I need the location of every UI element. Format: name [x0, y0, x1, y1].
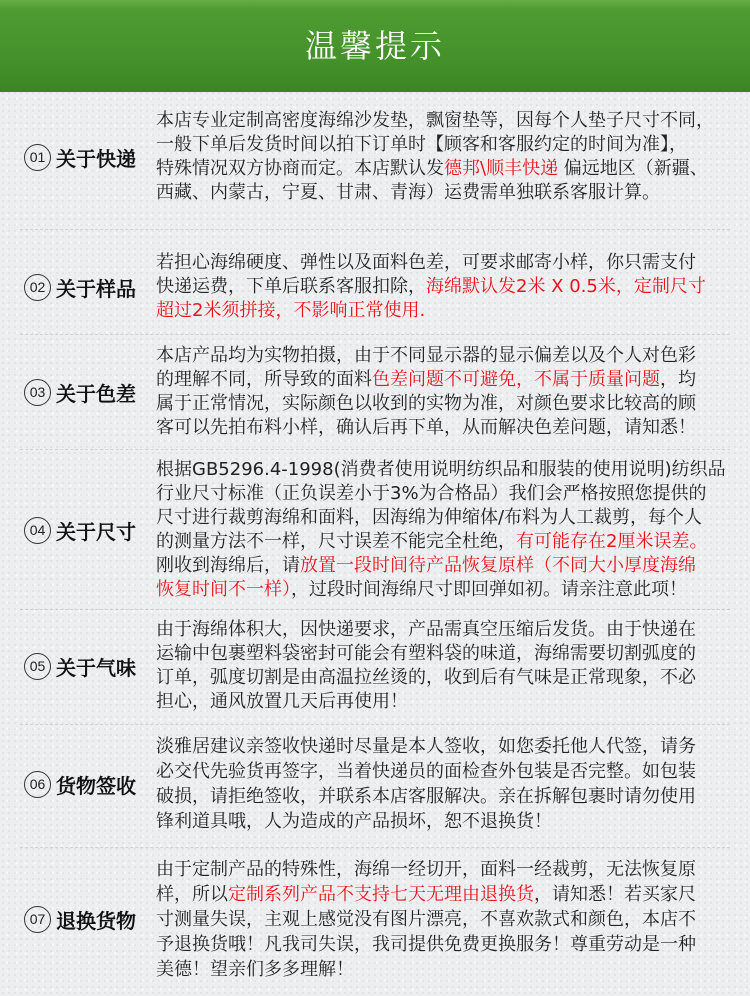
section-divider — [20, 609, 730, 610]
circled-number: 01 — [24, 144, 51, 171]
body-line — [156, 618, 696, 642]
body-text: 予退换货哦！凡我司失误，我司提供免费更换服务！尊重劳动是一种 — [156, 934, 696, 955]
circled-number: 05 — [24, 653, 51, 680]
section-title: 关于样品 — [56, 276, 136, 301]
notice-section-04 — [0, 458, 750, 602]
section-divider — [20, 334, 730, 335]
highlighted-text: 恢复时间不一样） — [156, 579, 291, 600]
notice-section-05 — [0, 618, 750, 714]
page-title: 温馨提示 — [304, 27, 445, 65]
body-line — [156, 554, 726, 578]
body-text: 一般下单后发货时间以拍下订单时【顾客和客服约定的时间为准】， — [156, 134, 687, 155]
body-text: 由于海绵体积大，因快递要求，产品需真空压缩后发货。由于快递在 — [156, 619, 696, 640]
section-label — [24, 516, 156, 545]
body-line — [156, 530, 726, 554]
section-title: 关于快递 — [56, 146, 136, 171]
body-line — [156, 809, 696, 834]
section-label — [24, 905, 156, 934]
section-body — [156, 857, 696, 982]
circled-number: 07 — [24, 906, 51, 933]
body-line — [156, 109, 714, 133]
body-text: 根据GB5296.4-1998(消费者使用说明纺织品和服装的使用说明)纺织品 — [156, 459, 726, 480]
body-text: 西藏、内蒙古，宁夏、甘肃、青海）运费需单独联系客服计算。 — [156, 182, 660, 203]
body-line — [156, 299, 706, 323]
section-title: 货物签收 — [56, 773, 136, 798]
body-line — [156, 392, 696, 416]
section-label — [24, 770, 156, 799]
body-text: 锋利道具哦，人为造成的产品损坏，恕不退换货！ — [156, 811, 552, 832]
section-label — [24, 652, 156, 681]
body-line — [156, 181, 714, 205]
body-text: ，请知悉！若买家尺 — [534, 884, 696, 905]
body-text: 淡雅居建议亲签收快递时尽量是本人签收，如您委托他人代签，请务 — [156, 736, 696, 757]
body-line — [156, 416, 696, 440]
notice-section-06 — [0, 734, 750, 834]
body-text: 若担心海绵硬度、弹性以及面料色差，可要求邮寄小样，你只需支付 — [156, 252, 696, 273]
body-text: 本店产品均为实物拍摄，由于不同显示器的显示偏差以及个人对色彩 — [156, 345, 696, 366]
highlighted-text: 海绵默认发2米 X 0.5米，定制尺寸 — [426, 276, 706, 297]
body-text: 尺寸进行裁剪海绵和面料，因海绵为伸缩体/布料为人工裁剪，每个人 — [156, 507, 703, 528]
body-line — [156, 133, 714, 157]
section-title: 关于色差 — [56, 381, 136, 406]
header-bar — [0, 0, 750, 92]
body-text: 属于正常情况，实际颜色以收到的实物为准，对颜色要求比较高的顾 — [156, 393, 696, 414]
body-line — [156, 506, 726, 530]
body-text: 的理解不同，所导致的面料 — [156, 369, 372, 390]
section-divider — [20, 449, 730, 450]
highlighted-text: 超过2米须拼接，不影响正常使用. — [156, 300, 426, 321]
body-text: 必交代先验货再签字，当着快递员的面检查外包装是否完整。如包装 — [156, 761, 696, 782]
section-label — [24, 273, 156, 302]
circled-number: 04 — [24, 517, 51, 544]
body-text: 运输中包裹塑料袋密封可能会有塑料袋的味道，海绵需要切割弧度的 — [156, 643, 696, 664]
circled-number: 03 — [24, 379, 51, 406]
circled-number: 02 — [24, 274, 51, 301]
body-line — [156, 578, 726, 602]
body-line — [156, 932, 696, 957]
section-body — [156, 458, 726, 602]
body-line — [156, 857, 696, 882]
body-text: 行业尺寸标准（正负误差小于3%为合格品）我们会严格按照您提供的 — [156, 483, 707, 504]
section-body — [156, 344, 696, 440]
section-body — [156, 734, 696, 834]
body-line — [156, 251, 706, 275]
section-label — [24, 378, 156, 407]
notice-section-01 — [0, 109, 750, 205]
section-title: 退换货物 — [56, 909, 136, 933]
body-text: 样，所以 — [156, 884, 228, 905]
section-body — [156, 109, 714, 205]
section-label — [24, 143, 156, 172]
body-text: 偏远地区（新疆、 — [558, 158, 708, 179]
body-text: 的测量方法不一样，尺寸误差不能完全杜绝， — [156, 531, 516, 552]
section-divider — [20, 229, 730, 230]
body-text: 客可以先拍布料小样，确认后再下单，从而解决色差问题，请知悉！ — [156, 417, 696, 438]
notice-section-07 — [0, 857, 750, 982]
body-text: 订单，弧度切割是由高温拉丝烫的，收到后有气味是正常现象，不必 — [156, 667, 696, 688]
highlighted-text: 色差问题不可避免，不属于质量问题 — [372, 369, 660, 390]
notice-section-03 — [0, 344, 750, 440]
highlighted-text: 定制系列产品不支持七天无理由退换货 — [228, 884, 534, 905]
body-text: 由于定制产品的特殊性，海绵一经切开，面料一经裁剪，无法恢复原 — [156, 859, 696, 880]
body-text: 特殊情况双方协商而定。本店默认发 — [156, 158, 444, 179]
body-line — [156, 759, 696, 784]
body-text: 本店专业定制高密度海绵沙发垫，飘窗垫等，因每个人垫子尺寸不同， — [156, 110, 714, 131]
body-line — [156, 157, 714, 181]
highlighted-text: 放置一段时间待产品恢复原样（不同大小厚度海绵 — [300, 555, 696, 576]
body-line — [156, 690, 696, 714]
body-line — [156, 344, 696, 368]
body-line — [156, 368, 696, 392]
section-body — [156, 618, 696, 714]
body-text: 寸测量失误，主观上感觉没有图片漂亮，不喜欢款式和颜色，本店不 — [156, 909, 696, 930]
section-body — [156, 251, 706, 323]
section-title: 关于气味 — [56, 655, 136, 680]
highlighted-text: 有可能存在2厘米误差。 — [516, 531, 708, 552]
body-line — [156, 642, 696, 666]
body-line — [156, 666, 696, 690]
body-line — [156, 482, 726, 506]
body-text: 刚收到海绵后，请 — [156, 555, 300, 576]
body-line — [156, 907, 696, 932]
highlighted-text: 德邦\顺丰快递 — [444, 158, 559, 179]
body-line — [156, 882, 696, 907]
section-divider — [20, 724, 730, 725]
body-text: 快递运费，下单后联系客服扣除， — [156, 276, 426, 297]
body-text: 美德！望亲们多多理解！ — [156, 959, 354, 980]
notice-section-02 — [0, 251, 750, 323]
body-line — [156, 784, 696, 809]
section-divider — [20, 847, 730, 848]
body-text: 破损，请拒绝签收，并联系本店客服解决。亲在拆解包裹时请勿使用 — [156, 786, 696, 807]
body-text: ，过段时间海绵尺寸即回弹如初。请亲注意此项！ — [291, 579, 687, 600]
body-line — [156, 734, 696, 759]
body-line — [156, 275, 706, 299]
body-line — [156, 458, 726, 482]
body-text: ，均 — [660, 369, 696, 390]
body-line — [156, 957, 696, 982]
section-title: 关于尺寸 — [56, 519, 136, 544]
body-text: 担心，通风放置几天后再使用！ — [156, 691, 408, 712]
circled-number: 06 — [24, 771, 51, 798]
